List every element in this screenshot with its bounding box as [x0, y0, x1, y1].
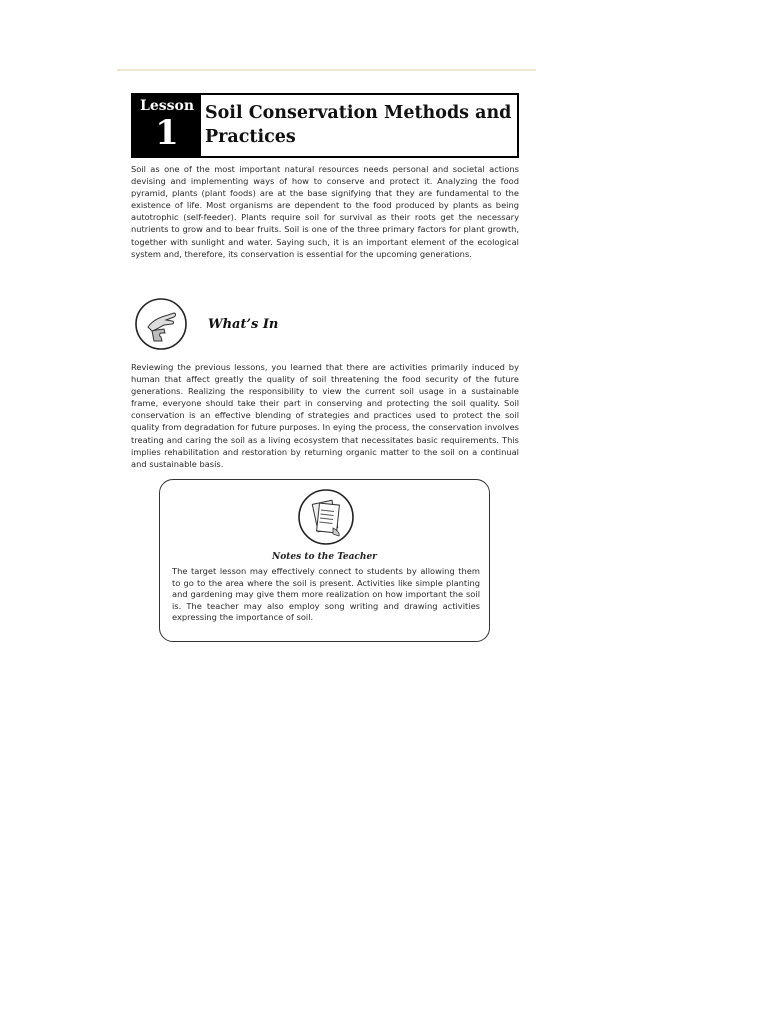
lesson-title: Soil Conservation Methods and Practices	[205, 103, 512, 147]
notes-title: Notes to the Teacher	[272, 552, 377, 562]
lesson-header	[131, 93, 519, 158]
notes-paper-icon	[297, 488, 355, 546]
whats-in-paragraph: Reviewing the previous lessons, you learned that there are activities primarily induced by human that affect greatly the quality of soil threatening the food security of the future generations. Realizing the responsibility to view the current soil usage in a sustainable frame, everyone should take their part in conserving and protecting the soil quality. Soil conservation is an effective blending of strategies and practices used to protect the soil quality from degradation for future purposes. In eying the process, the conservation involves treating and caring the soil as a living ecosystem that necessitates basic requirements. This implies rehabilitation and restoration by returning organic matter to the soil on a continual and sustainable basis.	[131, 362, 519, 469]
page-top-rule	[117, 69, 536, 71]
notes-paragraph: The target lesson may effectively connect to students by allowing them to go to the area where the soil is present. Activities like simple planting and gardening may give them more realization on how important the soil is. The teacher may also employ song writing and drawing activities expressing the importance of soil.	[172, 566, 480, 623]
lesson-badge	[133, 95, 201, 156]
whats-in-heading: What’s In	[208, 317, 279, 332]
notes-to-teacher-box	[159, 479, 490, 642]
lesson-label: Lesson	[139, 98, 195, 114]
intro-paragraph: Soil as one of the most important natural resources needs personal and societal actions devising and implementing ways of how to conserve and protect it. Analyzing the food pyramid, plants (plant foods) are at the base signifying that they are fundamental to the existence of life. Most organisms are dependent to the food produced by plants as being autotrophic (self-feeder). Plants require soil for survival as their roots get the necessary nutrients to grow and to bear fruits. Soil is one of the three primary factors for plant growth, together with sunlight and water. Saying such, it is an important element of the ecological system and, therefore, its conservation is essential for the upcoming generations.	[131, 164, 519, 259]
lesson-number: 1	[155, 113, 179, 153]
hand-puzzle-icon	[134, 297, 188, 351]
